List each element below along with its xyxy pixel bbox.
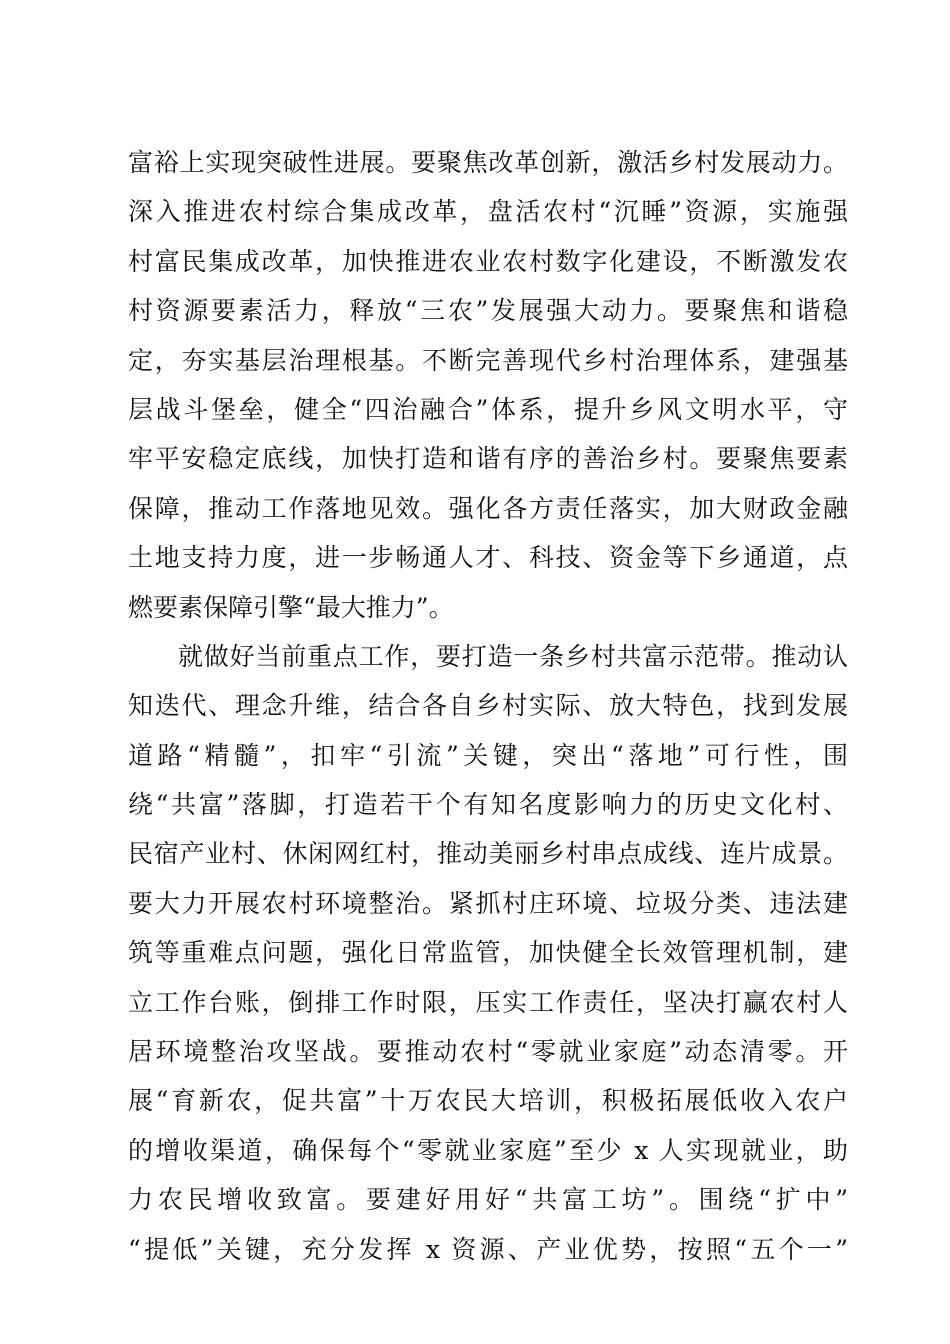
text-line: 富裕上实现突破性进展。要聚焦改革创新，激活乡村发展动力。 — [128, 148, 848, 177]
paragraph-2 — [128, 632, 848, 1274]
text-line: 居环境整治攻坚战。要推动农村“零就业家庭”动态清零。开 — [128, 1037, 848, 1067]
text-line: 筑等重难点问题，强化日常监管，加快健全长效管理机制，建 — [128, 938, 848, 968]
text-line: 层战斗堡垒，健全“四治融合”体系，提升乡风文明水平，守 — [128, 394, 848, 424]
text-line: 深入推进农村综合集成改革，盘活农村“沉睡”资源，实施强 — [128, 197, 848, 227]
text-line: 定，夯实基层治理根基。不断完善现代乡村治理体系，建强基 — [128, 345, 848, 375]
text-line: 民宿产业村、休闲网红村，推动美丽乡村串点成线、连片成景。 — [128, 839, 848, 869]
document-body — [128, 138, 848, 1274]
text-line: 村富民集成改革，加快推进农业农村数字化建设，不断激发农 — [128, 246, 848, 276]
text-line: 牢平安稳定底线，加快打造和谐有序的善治乡村。要聚焦要素 — [128, 444, 848, 474]
text-line: 绕“共富”落脚，打造若干个有知名度影响力的历史文化村、 — [128, 790, 848, 820]
text-line: 保障，推动工作落地见效。强化各方责任落实，加大财政金融 — [128, 493, 848, 523]
text-line: 道路“精髓”，扣牢“引流”关键，突出“落地”可行性，围 — [128, 740, 848, 770]
text-line: 立工作台账，倒排工作时限，压实工作责任，坚决打赢农村人 — [128, 987, 848, 1017]
text-line: 要大力开展农村环境整治。紧抓村庄环境、垃圾分类、违法建 — [128, 888, 848, 918]
text-line: 燃要素保障引擎“最大推力”。 — [128, 592, 454, 622]
text-line: 就做好当前重点工作，要打造一条乡村共富示范带。推动认 — [178, 641, 848, 671]
text-line: 知迭代、理念升维，结合各自乡村实际、放大特色，找到发展 — [128, 691, 848, 721]
text-line: 土地支持力度，进一步畅通人才、科技、资金等下乡通道，点 — [128, 543, 848, 573]
text-line: 力农民增收致富。要建好用好“共富工坊”。围绕“扩中” — [128, 1185, 848, 1215]
text-line: “提低”关键，充分发挥 x 资源、产业优势，按照“五个一” — [128, 1234, 848, 1264]
paragraph-1 — [128, 138, 848, 632]
text-line: 的增收渠道，确保每个“零就业家庭”至少 x 人实现就业，助 — [128, 1135, 848, 1165]
text-line: 展“育新农，促共富”十万农民大培训，积极拓展低收入农户 — [128, 1086, 848, 1116]
text-line: 村资源要素活力，释放“三农”发展强大动力。要聚焦和谐稳 — [128, 296, 848, 326]
